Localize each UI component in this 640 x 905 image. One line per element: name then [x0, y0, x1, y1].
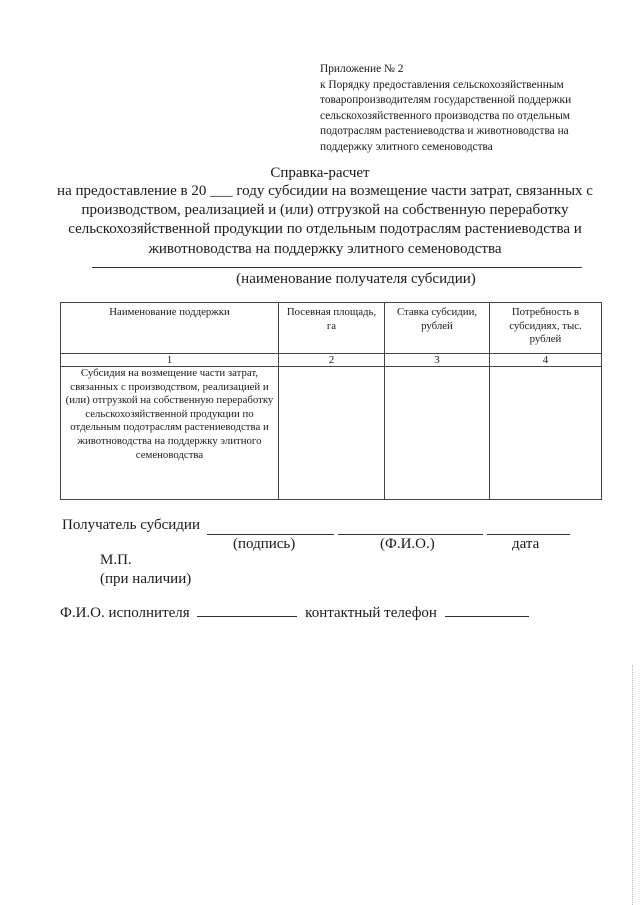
signature-label: Получатель субсидии: [62, 517, 200, 533]
recipient-name-field[interactable]: [92, 267, 582, 268]
column-number-row: [61, 354, 602, 367]
signature-field[interactable]: [207, 534, 334, 535]
signature-caption: (подпись): [233, 536, 296, 552]
fio-field[interactable]: [338, 534, 483, 535]
recipient-caption: (наименование получателя субсидии): [236, 271, 476, 287]
header-sown-area: Посевная площадь, га: [279, 303, 385, 354]
executor-phone-field[interactable]: [445, 602, 529, 617]
document-subtitle: [52, 182, 598, 259]
executor-row: [60, 602, 529, 622]
executor-fio-field[interactable]: [197, 602, 297, 617]
appendix-line: сельскохозяйственного производства по отдельным: [320, 109, 570, 122]
appendix-line: поддержку элитного семеноводства: [320, 140, 493, 153]
document-title: Справка-расчет: [270, 165, 370, 181]
table-row: [61, 367, 602, 500]
column-number: 1: [61, 354, 279, 367]
column-number: 3: [385, 354, 490, 367]
appendix-line: товаропроизводителям государственной поддержки: [320, 94, 572, 107]
table-header-row: [61, 303, 602, 354]
stamp-note: (при наличии): [100, 571, 192, 587]
column-number: 2: [279, 354, 385, 367]
appendix-number: Приложение № 2: [320, 63, 404, 75]
signature-row: [62, 517, 582, 539]
sown-area-cell[interactable]: [279, 367, 385, 500]
subtitle-line: сельскохозяйственной продукции по отдельным подотраслям растениеводства и: [68, 221, 582, 238]
executor-phone-label: контактный телефон: [305, 605, 437, 621]
appendix-line: к Порядку предоставления сельскохозяйственным: [320, 78, 564, 91]
subsidy-rate-cell[interactable]: [385, 367, 490, 500]
fio-caption: (Ф.И.О.): [380, 536, 435, 552]
column-number: 4: [490, 354, 602, 367]
header-subsidy-rate: Ставка субсидии, рублей: [385, 303, 490, 354]
support-name-cell: Субсидия на возмещение части затрат, связанных с производством, реализацией и (или) отгрузкой на собственную переработку сельскохозяйственной продукции по отдельным подотраслям растениеводства и животноводства на поддержку элитного семеноводства: [61, 367, 279, 500]
date-caption: дата: [512, 536, 540, 552]
page-edge-mark: [632, 665, 634, 905]
executor-fio-label: Ф.И.О. исполнителя: [60, 605, 190, 621]
subtitle-line: производством, реализацией и (или) отгрузкой на собственную переработку: [81, 202, 569, 219]
date-field[interactable]: [487, 534, 570, 535]
stamp-block: [100, 551, 191, 589]
stamp-label: М.П.: [100, 552, 132, 568]
calculation-table: [60, 302, 602, 500]
subtitle-line: животноводства на поддержку элитного семеноводства: [148, 240, 502, 257]
header-subsidy-need: Потребность в субсидиях, тыс. рублей: [490, 303, 602, 354]
subsidy-need-cell[interactable]: [490, 367, 602, 500]
appendix-line: подотраслям растениеводства и животноводства на: [320, 125, 569, 138]
header-support-name: Наименование поддержки: [61, 303, 279, 354]
appendix-block: [320, 62, 620, 156]
subtitle-line: на предоставление в 20 ___ году субсидии на возмещение части затрат, связанных с: [57, 183, 593, 199]
